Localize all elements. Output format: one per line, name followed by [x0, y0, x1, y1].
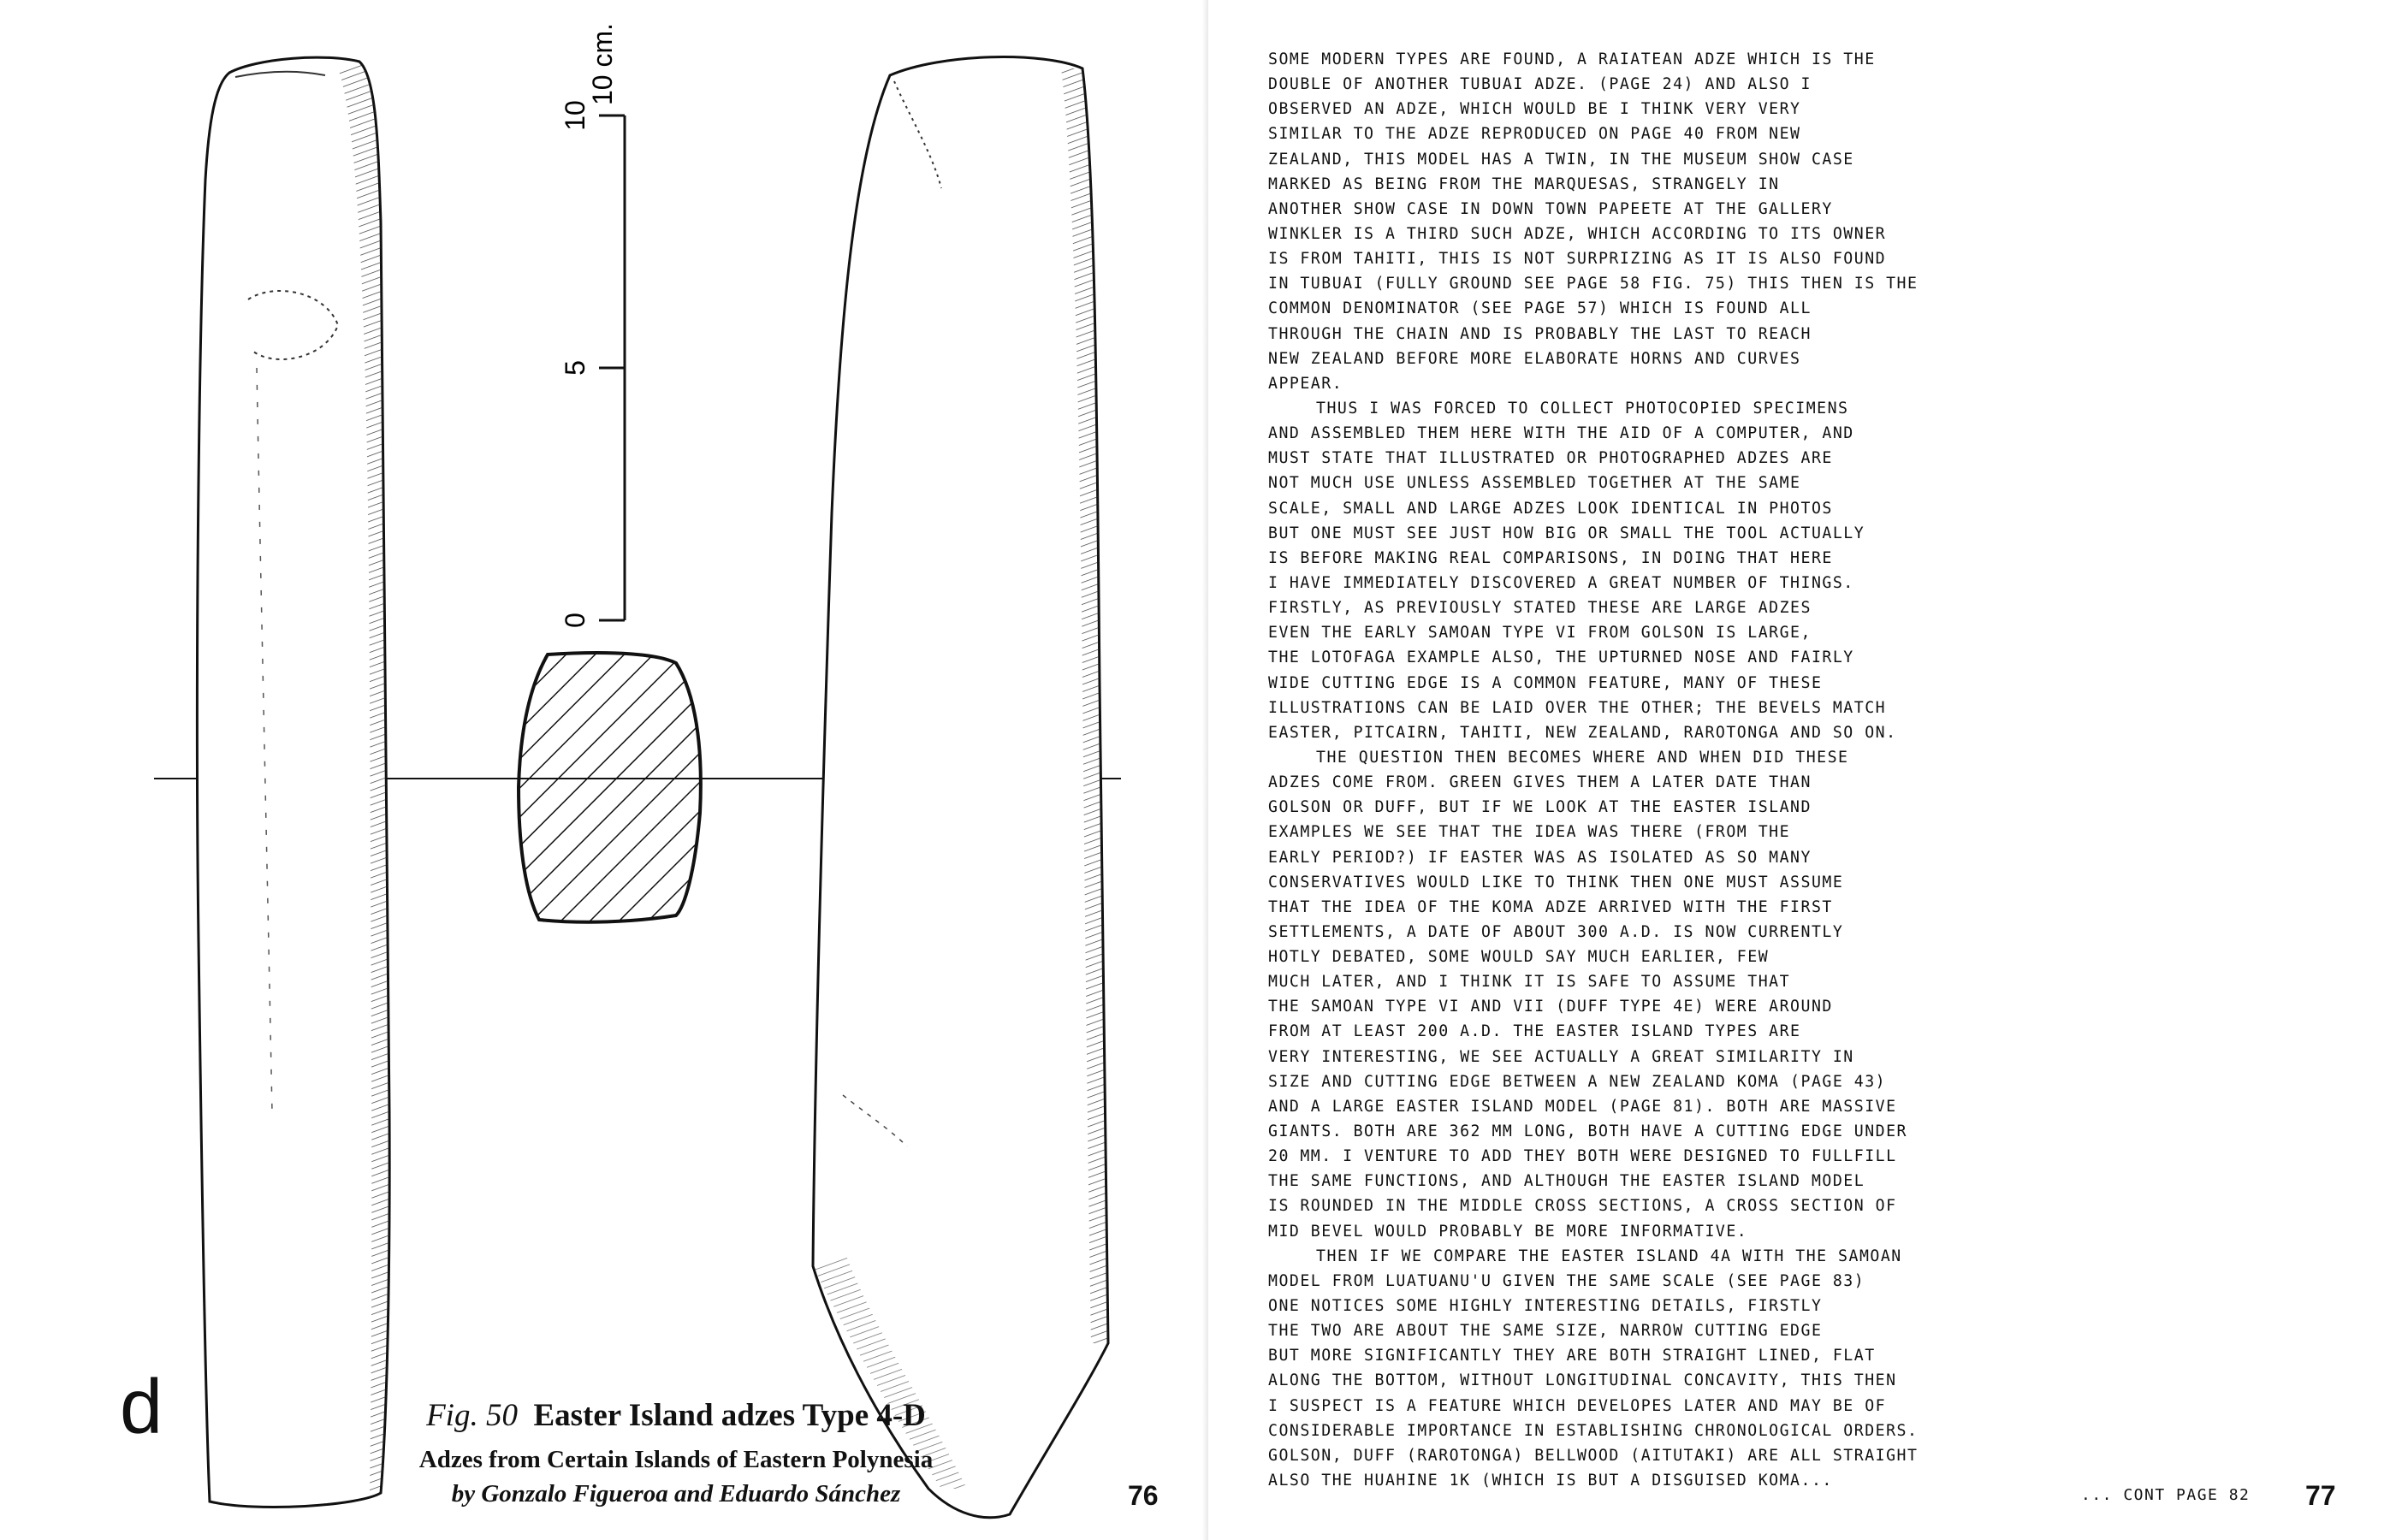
figure-label: Fig. 50: [426, 1398, 518, 1433]
handwritten-line: ALONG THE BOTTOM, WITHOUT LONGITUDINAL CONCAVITY, THIS THEN: [1268, 1371, 1897, 1390]
scale-tick-10: 10: [560, 100, 590, 131]
adze-side-view: [813, 57, 1108, 1518]
handwritten-line: 20 MM. I VENTURE TO ADD THEY BOTH WERE DESIGNED TO FULLFILL: [1268, 1147, 1897, 1166]
handwritten-line: MARKED AS BEING FROM THE MARQUESAS, STRANGELY IN: [1268, 175, 1780, 193]
handwritten-line: EARLY PERIOD?) IF EASTER WAS AS ISOLATED AS SO MANY: [1268, 848, 1812, 867]
handwritten-line: GIANTS. BOTH ARE 362 MM LONG, BOTH HAVE A CUTTING EDGE UNDER: [1268, 1122, 1907, 1141]
handwritten-text: [1268, 47, 2363, 1493]
handwritten-line: DOUBLE OF ANOTHER TUBUAI ADZE. (PAGE 24) AND ALSO I: [1268, 75, 1812, 94]
source-authors: by Gonzalo Figueroa and Eduardo Sánchez: [451, 1480, 901, 1507]
page-number-left: 76: [1128, 1480, 1159, 1511]
figure-letter: d: [120, 1365, 163, 1450]
handwritten-line: ONE NOTICES SOME HIGHLY INTERESTING DETAILS, FIRSTLY: [1268, 1297, 1823, 1316]
handwritten-line: WINKLER IS A THIRD SUCH ADZE, WHICH ACCORDING TO ITS OWNER: [1268, 224, 1887, 243]
handwritten-line: SETTLEMENTS, A DATE OF ABOUT 300 A.D. IS NOW CURRENTLY: [1268, 922, 1844, 941]
handwritten-line: VERY INTERESTING, WE SEE ACTUALLY A GREAT SIMILARITY IN: [1268, 1047, 1854, 1066]
handwritten-line: CONSERVATIVES WOULD LIKE TO THINK THEN ONE MUST ASSUME: [1268, 873, 1844, 891]
handwritten-line: THE LOTOFAGA EXAMPLE ALSO, THE UPTURNED NOSE AND FAIRLY: [1268, 649, 1854, 667]
handwritten-line: IS FROM TAHITI, THIS IS NOT SURPRIZING AS IT IS ALSO FOUND: [1268, 250, 1887, 269]
caption-title-line: [402, 1396, 950, 1436]
continuation-note: ... CONT PAGE 82: [2081, 1486, 2251, 1504]
handwritten-line: WIDE CUTTING EDGE IS A COMMON FEATURE, MANY OF THESE: [1268, 673, 1823, 692]
handwritten-line: OBSERVED AN ADZE, WHICH WOULD BE I THINK VERY VERY: [1268, 100, 1801, 119]
scale-tick-0: 0: [560, 613, 590, 628]
handwritten-line: BUT MORE SIGNIFICANTLY THEY ARE BOTH STRAIGHT LINED, FLAT: [1268, 1347, 1876, 1365]
handwritten-line: ALSO THE HUAHINE 1K (WHICH IS BUT A DISGUISED KOMA...: [1268, 1472, 1833, 1490]
handwritten-line: IS BEFORE MAKING REAL COMPARISONS, IN DOING THAT HERE: [1268, 548, 1833, 567]
handwritten-line: THEN IF WE COMPARE THE EASTER ISLAND 4A WITH THE SAMOAN: [1316, 1247, 1902, 1265]
handwritten-line: THE QUESTION THEN BECOMES WHERE AND WHEN DID THESE: [1316, 748, 1849, 767]
handwritten-line: EVEN THE EARLY SAMOAN TYPE VI FROM GOLSON IS LARGE,: [1268, 624, 1812, 643]
handwritten-line: MUCH LATER, AND I THINK IT IS SAFE TO ASSUME THAT: [1268, 973, 1791, 992]
handwritten-line: NEW ZEALAND BEFORE MORE ELABORATE HORNS AND CURVES: [1268, 349, 1801, 368]
handwritten-line: GOLSON OR DUFF, BUT IF WE LOOK AT THE EASTER ISLAND: [1268, 798, 1812, 817]
handwritten-line: SOME MODERN TYPES ARE FOUND, A RAIATEAN ADZE WHICH IS THE: [1268, 50, 1876, 68]
handwritten-line: CONSIDERABLE IMPORTANCE IN ESTABLISHING CHRONOLOGICAL ORDERS.: [1268, 1421, 1919, 1440]
scale-bar: [560, 23, 625, 628]
handwritten-line: EASTER, PITCAIRN, TAHITI, NEW ZEALAND, RAROTONGA AND SO ON.: [1268, 723, 1897, 742]
handwritten-line: EXAMPLES WE SEE THAT THE IDEA WAS THERE (FROM THE: [1268, 823, 1791, 842]
handwritten-line: FROM AT LEAST 200 A.D. THE EASTER ISLAND TYPES ARE: [1268, 1022, 1801, 1041]
handwritten-line: BUT ONE MUST SEE JUST HOW BIG OR SMALL THE TOOL ACTUALLY: [1268, 524, 1865, 542]
cross-section: [519, 653, 701, 922]
handwritten-line: ANOTHER SHOW CASE IN DOWN TOWN PAPEETE AT THE GALLERY: [1268, 199, 1833, 218]
handwritten-line: I HAVE IMMEDIATELY DISCOVERED A GREAT NUMBER OF THINGS.: [1268, 573, 1854, 592]
adze-front-view: [197, 57, 389, 1507]
handwritten-line: MUST STATE THAT ILLUSTRATED OR PHOTOGRAPHED ADZES ARE: [1268, 449, 1833, 468]
handwritten-line: HOTLY DEBATED, SOME WOULD SAY MUCH EARLIER, FEW: [1268, 948, 1770, 967]
handwritten-line: NOT MUCH USE UNLESS ASSEMBLED TOGETHER AT THE SAME: [1268, 474, 1801, 493]
handwritten-line: MID BEVEL WOULD PROBABLY BE MORE INFORMATIVE.: [1268, 1222, 1748, 1241]
handwritten-line: ADZES COME FROM. GREEN GIVES THEM A LATER DATE THAN: [1268, 773, 1812, 792]
scale-unit: 10 cm.: [587, 22, 618, 106]
handwritten-line: THROUGH THE CHAIN AND IS PROBABLY THE LAST TO REACH: [1268, 324, 1812, 343]
handwritten-line: THAT THE IDEA OF THE KOMA ADZE ARRIVED WITH THE FIRST: [1268, 897, 1833, 916]
handwritten-line: FIRSTLY, AS PREVIOUSLY STATED THESE ARE LARGE ADZES: [1268, 599, 1812, 618]
figure-caption: [402, 1396, 950, 1511]
handwritten-line: THE SAME FUNCTIONS, AND ALTHOUGH THE EASTER ISLAND MODEL: [1268, 1172, 1865, 1191]
handwritten-line: THE SAMOAN TYPE VI AND VII (DUFF TYPE 4E) WERE AROUND: [1268, 998, 1833, 1016]
right-page: [1208, 0, 2396, 1540]
figure-title: Easter Island adzes Type 4-D: [533, 1398, 926, 1433]
handwritten-line: SIZE AND CUTTING EDGE BETWEEN A NEW ZEALAND KOMA (PAGE 43): [1268, 1072, 1887, 1091]
handwritten-line: THE TWO ARE ABOUT THE SAME SIZE, NARROW CUTTING EDGE: [1268, 1322, 1823, 1341]
handwritten-line: I SUSPECT IS A FEATURE WHICH DEVELOPES LATER AND MAY BE OF: [1268, 1396, 1887, 1415]
handwritten-line: IN TUBUAI (FULLY GROUND SEE PAGE 58 FIG. 75) THIS THEN IS THE: [1268, 275, 1919, 293]
handwritten-line: MODEL FROM LUATUANU'U GIVEN THE SAME SCALE (SEE PAGE 83): [1268, 1271, 1865, 1290]
handwritten-line: APPEAR.: [1268, 374, 1343, 393]
handwritten-line: AND ASSEMBLED THEM HERE WITH THE AID OF A COMPUTER, AND: [1268, 424, 1854, 443]
handwritten-line: SIMILAR TO THE ADZE REPRODUCED ON PAGE 40 FROM NEW: [1268, 125, 1801, 144]
handwritten-line: IS ROUNDED IN THE MIDDLE CROSS SECTIONS, A CROSS SECTION OF: [1268, 1197, 1897, 1216]
page-number-right: 77: [2305, 1480, 2336, 1511]
handwritten-line: AND A LARGE EASTER ISLAND MODEL (PAGE 81). BOTH ARE MASSIVE: [1268, 1097, 1897, 1116]
source-book: Adzes from Certain Islands of Eastern Polynesia: [418, 1446, 934, 1473]
handwritten-line: SCALE, SMALL AND LARGE ADZES LOOK IDENTICAL IN PHOTOS: [1268, 499, 1833, 518]
handwritten-line: ILLUSTRATIONS CAN BE LAID OVER THE OTHER; THE BEVELS MATCH: [1268, 698, 1887, 717]
scale-tick-5: 5: [560, 360, 590, 376]
handwritten-line: COMMON DENOMINATOR (SEE PAGE 57) WHICH IS FOUND ALL: [1268, 299, 1812, 318]
handwritten-line: THUS I WAS FORCED TO COLLECT PHOTOCOPIED SPECIMENS: [1316, 399, 1849, 418]
handwritten-line: ZEALAND, THIS MODEL HAS A TWIN, IN THE MUSEUM SHOW CASE: [1268, 150, 1854, 169]
handwritten-line: GOLSON, DUFF (RAROTONGA) BELLWOOD (AITUTAKI) ARE ALL STRAIGHT: [1268, 1446, 1919, 1465]
